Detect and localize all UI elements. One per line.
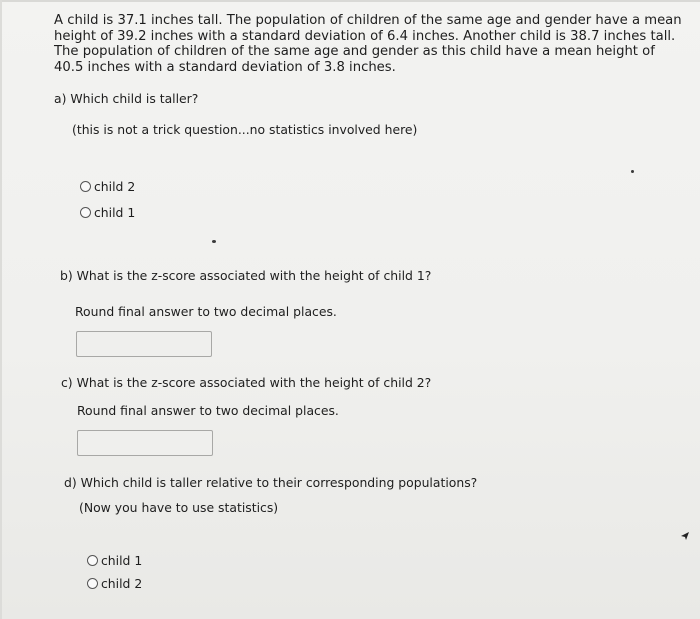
- question-b-label: b) What is the z-score associated with the height of child 1?: [60, 268, 432, 283]
- option-a-child-1[interactable]: [80, 205, 135, 220]
- question-b-note: Round final answer to two decimal places.: [75, 304, 337, 319]
- option-label: child 2: [101, 576, 143, 591]
- frame-edge-top: [0, 0, 700, 2]
- option-a-child-2[interactable]: [80, 179, 135, 194]
- question-a-note: (this is not a trick question...no statistics involved here): [72, 122, 418, 137]
- option-d-child-1[interactable]: [87, 553, 142, 568]
- dust-speck: [212, 240, 216, 243]
- question-c-note: Round final answer to two decimal places.: [77, 403, 339, 418]
- option-label: child 1: [94, 205, 136, 220]
- radio-icon[interactable]: [80, 207, 91, 218]
- frame-edge-left: [0, 0, 2, 619]
- radio-icon[interactable]: [87, 578, 98, 589]
- option-d-child-2[interactable]: [87, 576, 142, 591]
- radio-icon[interactable]: [80, 181, 91, 192]
- question-a-label: a) Which child is taller?: [54, 91, 199, 106]
- answer-c-input[interactable]: [77, 430, 213, 456]
- question-d-note: (Now you have to use statistics): [79, 500, 279, 515]
- option-label: child 1: [101, 553, 143, 568]
- dust-speck: [631, 170, 634, 173]
- option-label: child 2: [94, 179, 136, 194]
- question-c-label: c) What is the z-score associated with the height of child 2?: [61, 375, 432, 390]
- radio-icon[interactable]: [87, 555, 98, 566]
- question-d-label: d) Which child is taller relative to their corresponding populations?: [64, 475, 478, 490]
- problem-statement: A child is 37.1 inches tall. The population of children of the same age and gender have a mean height of 39.2 inches with a standard deviation of 6.4 inches. Another child is 38.7 inches tall. The population of children of the same age and gender as this child have a mean height of 40.5 inches with a standard deviation of 3.8 inches.: [54, 13, 682, 75]
- cursor-arrow-icon: [680, 531, 690, 541]
- answer-b-input[interactable]: [76, 331, 212, 357]
